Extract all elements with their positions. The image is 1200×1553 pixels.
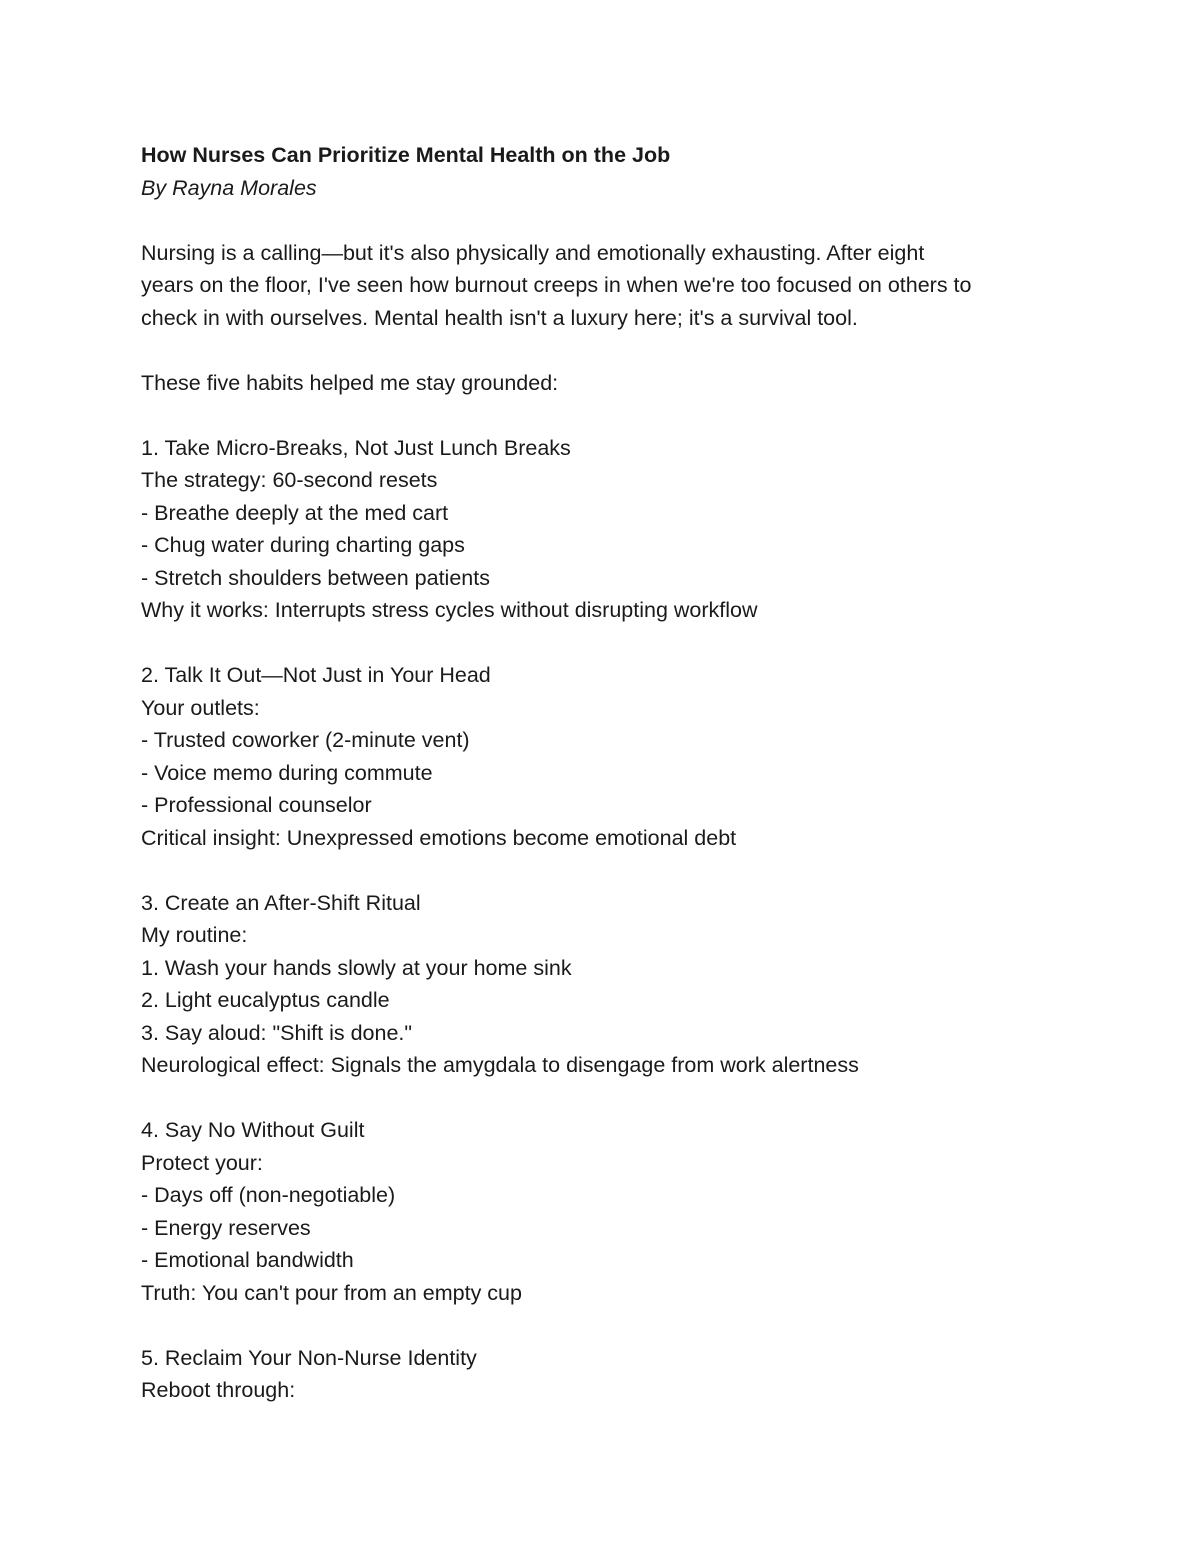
section-note: Why it works: Interrupts stress cycles without disrupting workflow <box>141 598 758 622</box>
section-heading: 5. Reclaim Your Non-Nurse Identity <box>141 1345 477 1370</box>
section-item: - Breathe deeply at the med cart <box>141 500 449 525</box>
article-title: How Nurses Can Prioritize Mental Health on the Job <box>141 143 671 167</box>
intro-line: check in with ourselves. Mental health isn't a luxury here; it's a survival tool. <box>141 305 858 330</box>
article-body <box>141 139 1061 1407</box>
section-item: - Days off (non-negotiable) <box>141 1183 396 1207</box>
section-heading: 1. Take Micro-Breaks, Not Just Lunch Breaks <box>141 435 571 460</box>
spacer <box>141 854 1061 887</box>
section-item: - Trusted coworker (2-minute vent) <box>141 728 470 752</box>
spacer <box>141 399 1061 432</box>
intro-line: Nursing is a calling—but it's also physically and emotionally exhausting. After eight <box>141 240 925 265</box>
section-label: Your outlets: <box>141 695 260 720</box>
section-item: - Energy reserves <box>141 1215 311 1240</box>
spacer <box>141 204 1061 237</box>
section-label: The strategy: 60-second resets <box>141 468 438 492</box>
spacer <box>141 334 1061 367</box>
article-byline: By Rayna Morales <box>141 175 317 200</box>
section-item: - Stretch shoulders between patients <box>141 565 490 590</box>
section-item: 2. Light eucalyptus candle <box>141 988 390 1012</box>
section-heading: 2. Talk It Out—Not Just in Your Head <box>141 663 491 687</box>
section-note: Neurological effect: Signals the amygdala to disengage from work alertness <box>141 1053 859 1077</box>
lead-in: These five habits helped me stay grounded: <box>141 370 559 395</box>
intro-line: years on the floor, I've seen how burnout creeps in when we're too focused on others to <box>141 273 972 297</box>
section-note: Truth: You can't pour from an empty cup <box>141 1280 522 1305</box>
section-label: My routine: <box>141 923 248 947</box>
spacer <box>141 1309 1061 1342</box>
section-item: - Voice memo during commute <box>141 760 433 785</box>
section-item: 1. Wash your hands slowly at your home sink <box>141 955 572 980</box>
section-item: 3. Say aloud: "Shift is done." <box>141 1020 413 1045</box>
section-note: Critical insight: Unexpressed emotions become emotional debt <box>141 825 737 850</box>
section-item: - Chug water during charting gaps <box>141 533 465 557</box>
section-heading: 3. Create an After-Shift Ritual <box>141 890 421 915</box>
spacer <box>141 1082 1061 1115</box>
section-label: Protect your: <box>141 1150 263 1175</box>
section-label: Reboot through: <box>141 1378 296 1402</box>
section-item: - Emotional bandwidth <box>141 1248 354 1272</box>
section-item: - Professional counselor <box>141 793 372 817</box>
section-heading: 4. Say No Without Guilt <box>141 1118 365 1142</box>
spacer <box>141 627 1061 660</box>
